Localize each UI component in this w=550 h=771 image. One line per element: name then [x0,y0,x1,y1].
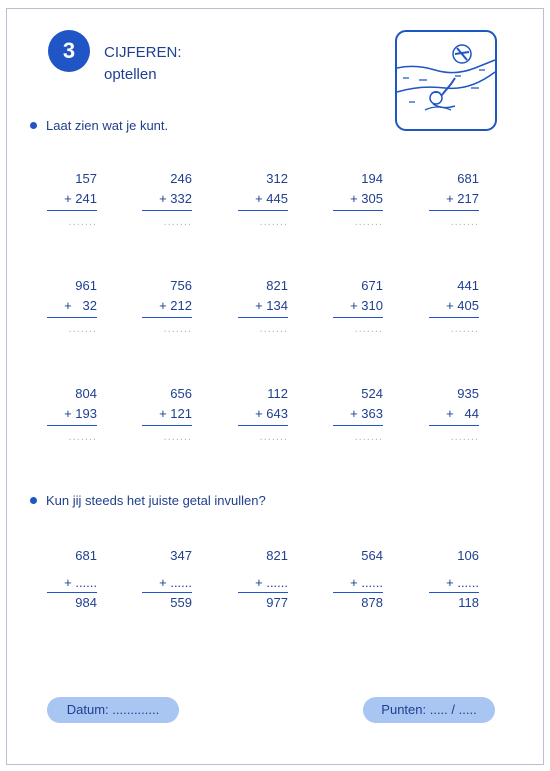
missing-addend-blank[interactable]: + ...... [350,575,383,590]
addend-top: 821 [266,548,288,563]
addend-top: 312 [266,171,288,186]
addend-top: 681 [75,548,97,563]
answer-blank[interactable]: ....... [354,216,383,228]
missing-addend-blank[interactable]: + ...... [64,575,97,590]
addend-bottom: + 44 [446,406,479,421]
addition-problem [238,169,288,231]
answer-blank[interactable]: ....... [68,323,97,335]
addend-bottom: + 193 [64,406,97,421]
missing-addend-blank[interactable]: + ...... [159,575,192,590]
addend-bottom: + 134 [255,298,288,313]
worksheet-title [104,42,182,86]
addition-problem [238,384,288,446]
addend-bottom: + 241 [64,191,97,206]
addend-bottom: + 363 [350,406,383,421]
answer-blank[interactable]: ....... [450,431,479,443]
addend-top: 564 [361,548,383,563]
answer-blank[interactable]: ....... [68,216,97,228]
addend-top: 112 [267,386,288,401]
subtitle-text: optellen [104,66,157,83]
addition-problem [47,276,97,338]
addend-bottom: + 445 [255,191,288,206]
addend-bottom: + 643 [255,406,288,421]
addend-bottom: + 305 [350,191,383,206]
addend-top: 194 [361,171,383,186]
addition-problem [47,384,97,446]
missing-addend-blank[interactable]: + ...... [255,575,288,590]
addend-bottom: + 217 [446,191,479,206]
addition-problem [429,384,479,446]
answer-blank[interactable]: ....... [68,431,97,443]
answer-blank[interactable]: ....... [259,216,288,228]
addend-bottom: + 310 [350,298,383,313]
result-value: 559 [170,595,192,610]
instruction-text: Kun jij steeds het juiste getal invullen? [46,493,266,508]
result-value: 984 [75,595,97,610]
score-field[interactable]: Punten: ..... / ..... [363,697,495,723]
fill-in-problem [47,546,97,613]
fill-in-problem [238,546,288,613]
addend-top: 804 [75,386,97,401]
instruction-text: Laat zien wat je kunt. [46,118,169,133]
addend-top: 441 [457,278,479,293]
fill-in-problem [429,546,479,613]
addend-top: 106 [457,548,479,563]
addend-top: 756 [170,278,192,293]
instruction-part1 [30,118,168,133]
addition-problem [142,276,192,338]
result-value: 977 [266,595,288,610]
bullet-icon [30,497,37,504]
instruction-part2 [30,493,266,508]
answer-blank[interactable]: ....... [450,216,479,228]
bullet-icon [30,122,37,129]
addend-top: 656 [170,386,192,401]
addend-bottom: + 32 [64,298,97,313]
answer-blank[interactable]: ....... [163,431,192,443]
swimmer-ball-icon [395,30,497,131]
answer-blank[interactable]: ....... [163,216,192,228]
addend-top: 681 [457,171,479,186]
addend-top: 157 [75,171,97,186]
answer-blank[interactable]: ....... [354,431,383,443]
answer-blank[interactable]: ....... [259,431,288,443]
addend-top: 935 [457,386,479,401]
addition-problem [333,384,383,446]
addend-bottom: + 121 [159,406,192,421]
addend-top: 347 [170,548,192,563]
exercise-number-badge: 3 [48,30,90,72]
addition-problem [333,276,383,338]
result-value: 878 [361,595,383,610]
addition-problem [142,169,192,231]
addition-problem [429,169,479,231]
addend-bottom: + 212 [159,298,192,313]
addition-problem [47,169,97,231]
missing-addend-blank[interactable]: + ...... [446,575,479,590]
addition-problem [333,169,383,231]
answer-blank[interactable]: ....... [259,323,288,335]
answer-blank[interactable]: ....... [354,323,383,335]
title-text: CIJFEREN: [104,44,182,61]
addend-top: 961 [75,278,97,293]
answer-blank[interactable]: ....... [163,323,192,335]
addend-bottom: + 405 [446,298,479,313]
addition-problem [142,384,192,446]
date-field[interactable]: Datum: ............. [47,697,179,723]
addend-top: 821 [266,278,288,293]
answer-blank[interactable]: ....... [450,323,479,335]
fill-in-problem [142,546,192,613]
fill-in-problem [333,546,383,613]
addend-bottom: + 332 [159,191,192,206]
addend-top: 524 [361,386,383,401]
addition-problem [429,276,479,338]
addend-top: 246 [170,171,192,186]
result-value: 118 [458,595,479,610]
addend-top: 671 [361,278,383,293]
addition-problem [238,276,288,338]
